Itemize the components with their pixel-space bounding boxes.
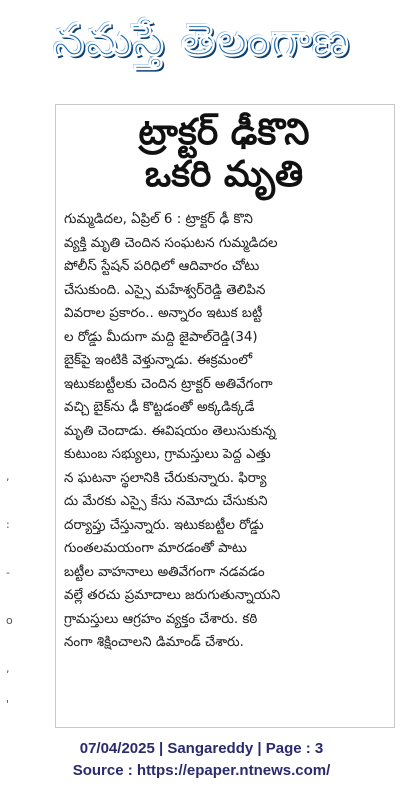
article-line: దు మేరకు ఎస్సై కేసు నమోదు చేసుకుని [64, 494, 268, 509]
article-line: చేసుకుంది. ఎస్సై మహేశ్వర్‌రెడ్డి తెలిపిన [64, 282, 266, 298]
margin-scraps [0, 470, 22, 730]
article-line: బైక్‌పై ఇంటికి వెళ్తున్నాడు. ఈక్రమంలో [64, 353, 253, 368]
headline-line-1: ట్రాక్టర్ ఢీకొని [138, 112, 310, 153]
newspaper-logo: నమస్తే తెలంగాణ [53, 15, 350, 66]
article-line: కుటుంబ సభ్యులు, గ్రామస్తులు పెద్ద ఎత్తు [64, 447, 271, 462]
margin-mark: : [6, 518, 10, 531]
margin-mark: , [6, 662, 10, 675]
article-headline [56, 112, 392, 196]
margin-mark: o [6, 614, 13, 627]
article-line: గుంతలమయంగా మారడంతో పాటు [64, 541, 247, 556]
margin-mark: - [6, 566, 10, 579]
article-body [64, 208, 390, 655]
footer-date-edition: 07/04/2025 | Sangareddy | Page : 3 [79, 740, 324, 757]
article-line: ల రోడ్డు మీదుగా మద్ది జైపాల్‌రెడ్డి(34) [64, 329, 258, 345]
article-line: వచ్చి బైక్‌ను ఢీ కొట్టడంతో అక్కడిక్కడే [64, 400, 255, 415]
article-line: మృతి చెందాడు. ఈవిషయం తెలుసుకున్న [64, 423, 276, 439]
footer-credit [0, 738, 403, 782]
headline-line-2: ఒకరి మృతి [144, 154, 304, 195]
article-line: న ఘటనా స్థలానికి చేరుకున్నారు. ఫిర్యా [64, 470, 267, 486]
article-line: వల్లే తరచు ప్రమాదాలు జరుగుతున్నాయని [64, 588, 281, 603]
margin-mark: ' [6, 698, 10, 711]
footer-source-url: Source : https://epaper.ntnews.com/ [72, 762, 331, 779]
article-line: ఇటుకబట్టీలకు చెందిన ట్రాక్టర్ అతివేగంగా [64, 376, 273, 392]
masthead [0, 0, 403, 92]
margin-mark: , [6, 470, 10, 483]
article-line: గుమ్మడిదల, ఏప్రిల్ 6 : ట్రాక్టర్ ఢీ కొని [64, 212, 253, 227]
article-line: వ్యక్తి మృతి చెందిన సంఘటన గుమ్మడిదల [64, 235, 278, 251]
article-line: పోలీస్ స్టేషన్ పరిధిలో ఆదివారం చోటు [64, 259, 260, 274]
article-line: దర్యాప్తు చేస్తున్నారు. ఇటుకబట్టీల రోడ్డు [64, 517, 264, 533]
article-line: బట్టీల వాహనాలు అతివేగంగా నడవడం [64, 564, 265, 580]
article-line: వివరాల ప్రకారం.. అన్నారం ఇటుక బట్టీ [64, 306, 263, 321]
article-line: గ్రామస్తులు ఆగ్రహం వ్యక్తం చేశారు. కఠి [64, 611, 258, 627]
article-line: నంగా శిక్షించాలని డిమాండ్ చేశారు. [64, 635, 244, 650]
